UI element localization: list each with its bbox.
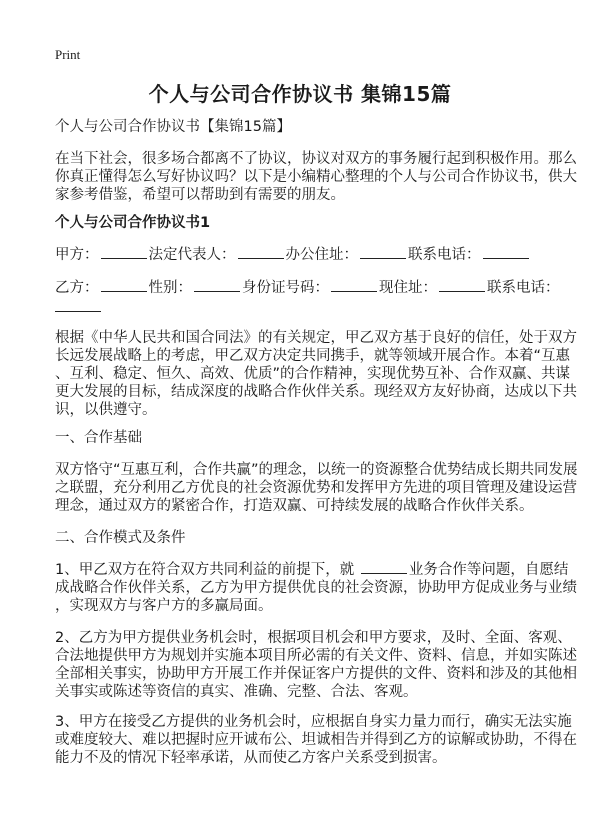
text: 1、甲乙双方在符合双方共同利益的前提下，就 <box>55 562 359 578</box>
subtitle: 个人与公司合作协议书【集锦15篇】 <box>55 119 291 135</box>
page-title: 个人与公司合作协议书 集锦15篇 <box>148 82 452 106</box>
label: 甲方： <box>55 247 99 263</box>
gender-blank[interactable] <box>194 279 240 292</box>
label: 性别： <box>148 280 192 296</box>
text-line: 你真正懂得怎么写好协议吗？以下是小编精心整理的个人与公司合作协议书，供大 <box>55 169 577 185</box>
text-line: 关事实或陈述等资信的真实、准确、完整、合法、客观。 <box>55 684 418 700</box>
party-b-line <box>55 279 560 312</box>
heading-cooperation-basis: 一、合作基础 <box>55 430 142 446</box>
text-line: 根据《中华人民共和国合同法》的有关规定，甲乙双方基于良好的信任，处于双方 <box>55 330 577 346</box>
print-link[interactable]: Print <box>55 47 81 62</box>
text-line: 家参考借鉴，希望可以帮助到有需要的朋友。 <box>55 187 345 203</box>
address-blank[interactable] <box>439 279 485 292</box>
text-line: 理念，通过双方的紧密合作，打造双赢、可持续发展的战略合作伙伴关系。 <box>55 498 534 514</box>
clause-2 <box>55 629 577 701</box>
label: 联系电话： <box>408 247 481 263</box>
legal-rep-blank[interactable] <box>238 246 284 259</box>
label: 乙方： <box>55 280 99 296</box>
text-line: 3、甲方在接受乙方提供的业务机会时，应根据自身实力量力而行，确实无法实施 <box>55 714 572 730</box>
text-line: 识，以供遵守。 <box>55 402 157 418</box>
text-line: 成战略合作伙伴关系，乙方为甲方提供优良的社会资源，协助甲方促成业务与业绩 <box>55 580 577 596</box>
text-line: 长远发展战略上的考虑，甲乙双方决定共同携手，就等领域开展合作。本着“互惠 <box>55 348 571 364</box>
text-line: 更大发展的目标，结成深度的战略合作伙伴关系。现经双方友好协商，达成以下共 <box>55 384 577 400</box>
party-a-phone-blank[interactable] <box>483 246 529 259</box>
text-line: 2、乙方为甲方提供业务机会时，根据项目机会和甲方要求，及时、全面、客观、 <box>55 630 572 646</box>
text-line: 或难度较大、难以把握时应开诚布公、坦诚相告并得到乙方的谅解或协助，不得在 <box>55 732 577 748</box>
party-b-name-blank[interactable] <box>101 279 147 292</box>
section-heading: 个人与公司合作协议书1 <box>55 215 211 231</box>
label: 身份证号码： <box>242 280 329 296</box>
party-a-name-blank[interactable] <box>101 246 147 259</box>
party-a-line <box>55 246 555 264</box>
text-line: ，实现双方与客户方的多赢局面。 <box>55 598 273 614</box>
party-b-phone-blank[interactable] <box>55 297 101 312</box>
text-line: 、互利、稳定、恒久、高效、优质”的合作精神，实现优势互补、合作双赢、共谋 <box>55 366 571 382</box>
text: 业务合作等问题，自愿结 <box>408 562 569 578</box>
intro-paragraph <box>55 150 577 204</box>
clause-3 <box>55 713 577 767</box>
text-line: 之联盟，充分利用乙方优良的社会资源优势和发挥甲方先进的项目管理及建设运营 <box>55 480 577 496</box>
office-address-blank[interactable] <box>360 246 406 259</box>
text-line: 全部相关事实，协助甲方开展工作并保证客户方提供的文件、资料和涉及的其他相 <box>55 666 577 682</box>
heading-cooperation-mode: 二、合作模式及条件 <box>55 530 186 546</box>
id-number-blank[interactable] <box>331 279 377 292</box>
text-line: 双方恪守“互惠互利，合作共赢”的理念，以统一的资源整合优势结成长期共同发展 <box>55 462 578 478</box>
label: 法定代表人： <box>148 247 236 263</box>
label: 办公住址： <box>285 247 358 263</box>
clause-1 <box>55 561 577 615</box>
preamble-paragraph <box>55 329 577 419</box>
text-line: 在当下社会，很多场合都离不了协议，协议对双方的事务履行起到积极作用。那么 <box>55 151 577 167</box>
text-line: 能力不及的情况下轻率承诺，从而使乙方客户关系受到损害。 <box>55 750 447 766</box>
text-line: 合法地提供甲方为规划并实施本项目所必需的有关文件、资料、信息，并如实陈述 <box>55 648 577 664</box>
business-blank[interactable] <box>361 561 407 574</box>
label: 联系电话： <box>487 280 560 296</box>
basis-paragraph <box>55 461 578 515</box>
label: 现住址： <box>379 280 437 296</box>
